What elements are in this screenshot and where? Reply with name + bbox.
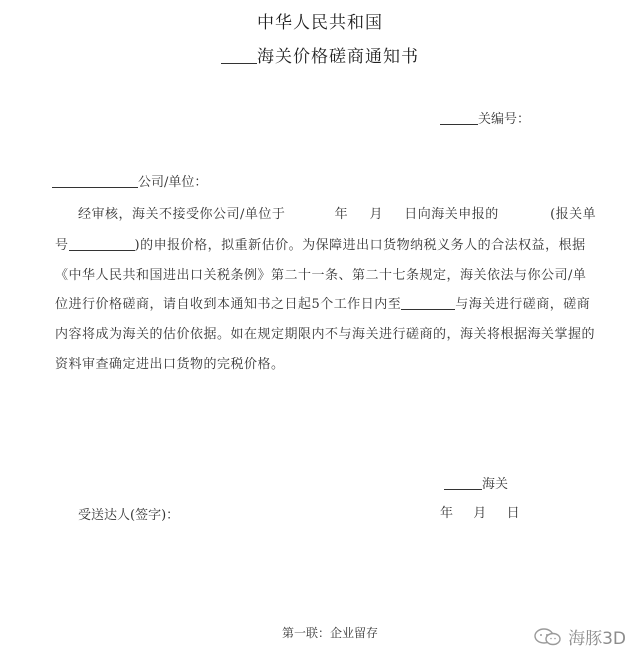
- company-field: 公司/单位：: [52, 171, 207, 190]
- wechat-icon: [533, 627, 563, 647]
- body-line-1: 经审核，海关不接受你公司/单位于 年 月 日向海关申报的 (报关单: [78, 207, 597, 222]
- guan-number-blank: [440, 111, 478, 125]
- declaration-number-blank: [69, 237, 135, 251]
- company-blank: [52, 174, 138, 188]
- copy-label: 第一联：企业留存: [282, 626, 379, 640]
- guan-number-field: 关编号：: [440, 108, 530, 127]
- page-title: 中华人民共和国: [257, 13, 383, 33]
- customs-signature-blank: [444, 476, 482, 490]
- customs-name-blank: [221, 46, 257, 64]
- body-line-6: 资料审查确定进出口货物的完税价格。: [55, 357, 285, 372]
- body-line-4: 位进行价格磋商，请自收到本通知书之日起5个工作日内至 与海关进行磋商，磋商: [55, 297, 591, 312]
- page-subtitle: 海关价格磋商通知书: [0, 42, 640, 67]
- signature-date: 年 月 日: [440, 506, 520, 521]
- watermark-text: 海豚3D: [568, 629, 626, 649]
- body-line-2: 号 )的申报价格，拟重新估价。为保障进出口货物纳税义务人的合法权益，根据: [55, 238, 586, 253]
- customs-signature: 海关: [444, 473, 508, 492]
- location-blank: [401, 296, 455, 310]
- body-line-5: 内容将成为海关的估价依据。如在规定期限内不与海关进行磋商的，海关将根据海关掌握的: [55, 327, 596, 342]
- recipient-signature: 受送达人(签字)：: [78, 508, 180, 523]
- watermark: [533, 624, 626, 649]
- body-line-3: 《中华人民共和国进出口关税条例》第二十一条、第二十七条规定，海关依法与你公司/单: [55, 268, 587, 283]
